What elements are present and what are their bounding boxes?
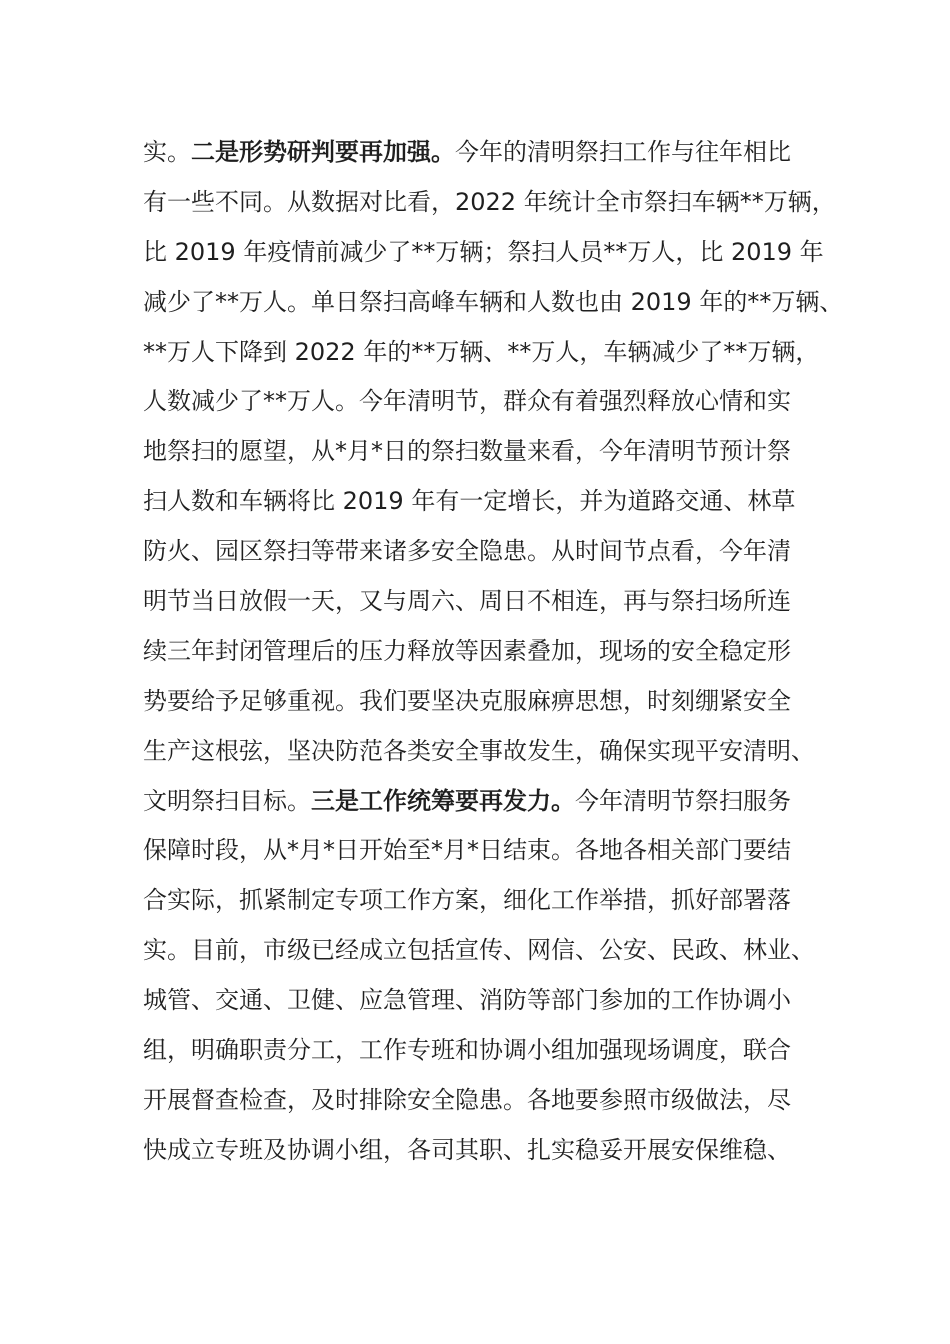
text-run: 明节当日放假一天，又与周六、周日不相连，再与祭扫场所连 — [143, 587, 791, 616]
text-line — [143, 527, 823, 577]
text-line — [143, 826, 823, 876]
text-run: 有一些不同。从数据对比看，2022 年统计全市祭扫车辆**万辆， — [143, 187, 836, 216]
text-line — [143, 677, 823, 727]
text-run: 续三年封闭管理后的压力释放等因素叠加，现场的安全稳定形 — [143, 636, 791, 665]
text-line — [143, 577, 823, 627]
text-run: 实。目前，市级已经成立包括宣传、网信、公安、民政、林业、 — [143, 936, 815, 965]
text-run: 今年清明节祭扫服务 — [575, 786, 791, 815]
text-line — [143, 876, 823, 926]
bold-heading-phrase: 三是工作统筹要再发力。 — [311, 786, 575, 815]
text-line — [143, 328, 823, 378]
text-line — [143, 1076, 823, 1126]
text-line — [143, 128, 823, 178]
text-run: 人数减少了**万人。今年清明节，群众有着强烈释放心情和实 — [143, 387, 791, 416]
text-line — [143, 976, 823, 1026]
text-run: 减少了**万人。单日祭扫高峰车辆和人数也由 2019 年的**万辆、 — [143, 287, 844, 316]
text-line — [143, 1026, 823, 1076]
text-line — [143, 727, 823, 777]
text-run: 合实际，抓紧制定专项工作方案，细化工作举措，抓好部署落 — [143, 886, 791, 915]
text-run: 城管、交通、卫健、应急管理、消防等部门参加的工作协调小 — [143, 986, 791, 1015]
text-run: 快成立专班及协调小组，各司其职、扎实稳妥开展安保维稳、 — [143, 1135, 791, 1164]
text-run: 组，明确职责分工，工作专班和协调小组加强现场调度，联合 — [143, 1036, 791, 1065]
text-line — [143, 926, 823, 976]
text-run: 实。 — [143, 138, 191, 166]
text-run: 势要给予足够重视。我们要坚决克服麻痹思想，时刻绷紧安全 — [143, 686, 791, 715]
bold-heading-phrase: 二是形势研判要再加强。 — [191, 138, 455, 166]
text-run: 防火、园区祭扫等带来诸多安全隐患。从时间节点看，今年清 — [143, 537, 791, 566]
text-run: 保障时段，从*月*日开始至*月*日结束。各地各相关部门要结 — [143, 836, 791, 865]
text-line — [143, 278, 844, 328]
text-line — [143, 377, 823, 427]
text-run: 生产这根弦，坚决防范各类安全事故发生，确保实现平安清明、 — [143, 736, 815, 765]
text-line — [143, 1126, 823, 1176]
text-line — [143, 427, 823, 477]
text-run: 今年的清明祭扫工作与往年相比 — [455, 138, 791, 166]
document-body-text — [143, 128, 844, 1176]
text-run: 文明祭扫目标。 — [143, 786, 311, 815]
text-run: 扫人数和车辆将比 2019 年有一定增长，并为道路交通、林草 — [143, 487, 796, 516]
text-run: **万人下降到 2022 年的**万辆、**万人，车辆减少了**万辆， — [143, 337, 820, 366]
text-line — [143, 228, 823, 278]
text-line — [143, 477, 823, 527]
text-run: 比 2019 年疫情前减少了**万辆；祭扫人员**万人，比 2019 年 — [143, 237, 824, 266]
text-line — [143, 178, 836, 228]
text-run: 开展督查检查，及时排除安全隐患。各地要参照市级做法，尽 — [143, 1085, 791, 1114]
text-run: 地祭扫的愿望，从*月*日的祭扫数量来看，今年清明节预计祭 — [143, 437, 791, 466]
text-line — [143, 777, 823, 827]
text-line — [143, 627, 823, 677]
